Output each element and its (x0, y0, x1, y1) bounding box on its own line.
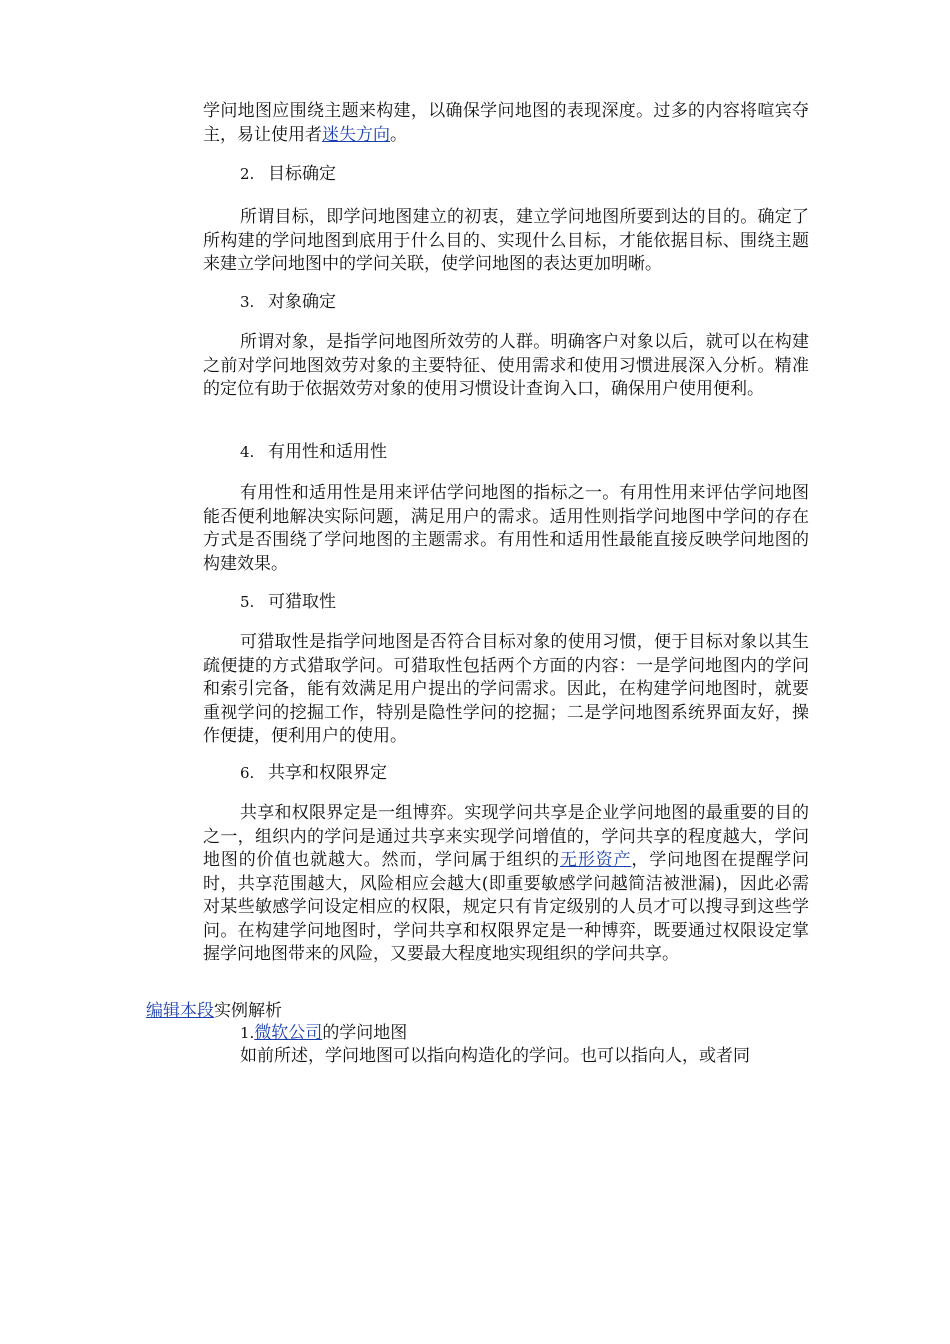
section-title: 共享和权限界定 (268, 763, 387, 783)
sharing-text-after: ，学问地图在提醒学问时，共享范围越大，风险相应会越大(即重要敏感学问越简洁被泄漏)，因此必需对某些敏感学问设定相应的权限，规定只有肯定级别的人员才可以搜寻到这些学问。在构建学问地图时，学问共享和权限界定是一种博弈，既要通过权限设定掌握学问地图带来的风险，又要最大程度地实现组织的学问共享。 (203, 850, 810, 964)
section-heading-accessibility (240, 591, 336, 614)
intangible-assets-link[interactable]: 无形资产 (559, 850, 632, 870)
lost-direction-link[interactable]: 迷失方向 (322, 124, 390, 145)
section-number: 2. (240, 165, 255, 183)
section-number: 3. (240, 293, 255, 311)
example-section-header (146, 1000, 282, 1022)
sharing-text-before: 共享和权限界定是一组博弈。实现学问共享是企业学问地图的最重要的目的之一，组织内的学问是通过共享来实现学问增值的，学问共享的程度越大，学问地图的价值也就越大。然而，学问属于组织的 (203, 803, 809, 870)
microsoft-link[interactable]: 微软公司 (254, 1023, 323, 1043)
example-section-title: 实例解析 (214, 1001, 282, 1021)
section-body-object: 所谓对象，是指学问地图所效劳的人群。明确客户对象以后，就可以在构建之前对学问地图效劳对象的主要特征、使用需求和使用习惯进展深入分析。精准的定位有助于依据效劳对象的使用习惯设计查询入口，确保用户使用便利。 (203, 332, 809, 399)
section-title: 对象确定 (268, 292, 336, 312)
section-heading-sharing (240, 762, 387, 785)
intro-paragraph (203, 100, 809, 147)
edit-section-link[interactable]: 编辑本段 (146, 1001, 214, 1021)
example-sub-title: 的学问地图 (322, 1023, 408, 1043)
section-title: 有用性和适用性 (268, 442, 387, 462)
section-body-accessibility: 可猎取性是指学问地图是否符合目标对象的使用习惯，便于目标对象以其生疏便捷的方式猎取学问。可猎取性包括两个方面的内容：一是学问地图内的学问和索引完备，能有效满足用户提出的学问需求。因此，在构建学问地图时，就要重视学问的挖掘工作，特别是隐性学问的挖掘；二是学问地图系统界面友好，操作便捷，便利用户的使用。 (203, 632, 809, 746)
section-number: 5. (240, 593, 255, 611)
section-heading-goal (240, 163, 336, 186)
section-number: 6. (240, 764, 255, 782)
section-body-sharing (203, 802, 809, 967)
section-body-goal: 所谓目标，即学问地图建立的初衷，建立学问地图所要到达的目的。确定了所构建的学问地图到底用于什么目的、实现什么目标，才能依据目标、围绕主题来建立学问地图中的学问关联，使学问地图的表达更加明晰。 (203, 207, 809, 274)
intro-end: 。 (390, 124, 407, 145)
example-body: 如前所述，学问地图可以指向构造化的学问。也可以指向人，或者同 (240, 1046, 750, 1066)
section-number: 4. (240, 443, 255, 461)
section-title: 可猎取性 (268, 592, 336, 612)
intro-text: 学问地图应围绕主题来构建，以确保学问地图的表现深度。过多的内容将喧宾夺主，易让使用者 (203, 101, 809, 145)
section-title: 目标确定 (268, 164, 336, 184)
example-subheading (240, 1022, 407, 1044)
section-body-usability: 有用性和适用性是用来评估学问地图的指标之一。有用性用来评估学问地图能否便利地解决实际问题，满足用户的需求。适用性则指学问地图中学问的存在方式是否围绕了学问地图的主题需求。有用性和适用性最能直接反映学问地图的构建效果。 (203, 483, 809, 574)
section-heading-object (240, 291, 336, 314)
example-sub-number: 1. (240, 1024, 255, 1042)
section-heading-usability (240, 441, 387, 464)
